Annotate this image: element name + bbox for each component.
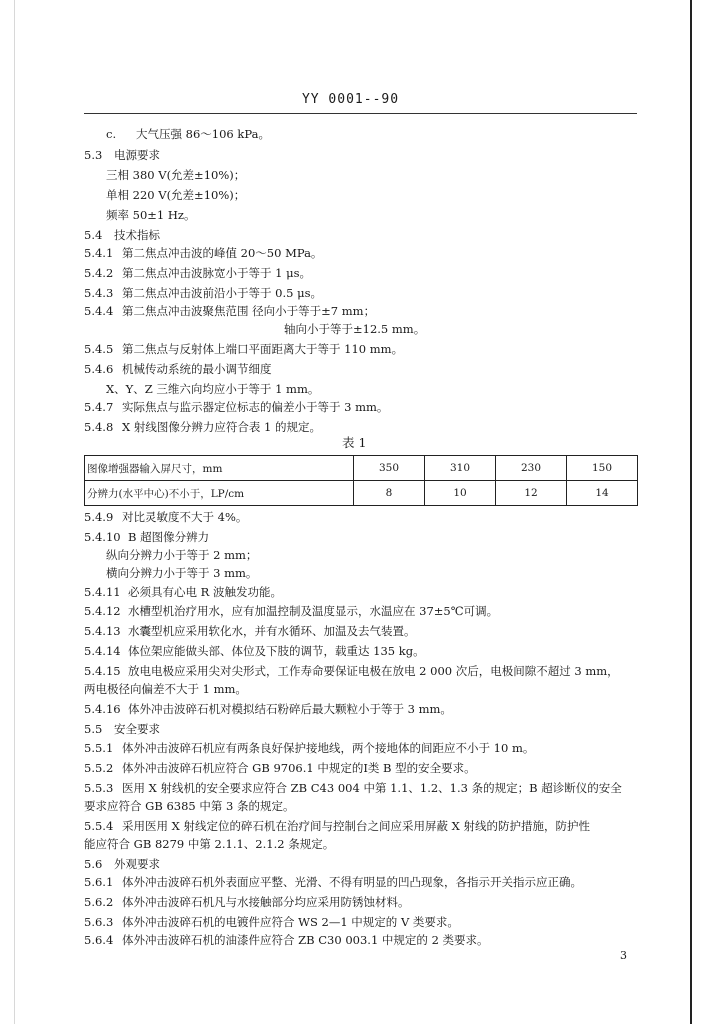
clause-text: 机械传动系统的最小调节细度	[122, 362, 272, 376]
clause-text: X、Y、Z 三维六向均应小于等于 1 mm。	[106, 382, 320, 396]
table-cell: 12	[496, 481, 567, 506]
clause-text: 能应符合 GB 8279 中第 2.1.1、2.1.2 条规定。	[84, 837, 335, 851]
text-line	[84, 741, 534, 755]
text-line	[84, 857, 160, 871]
clause-text: 技术指标	[114, 228, 160, 242]
text-line	[84, 266, 311, 280]
text-line	[106, 208, 195, 222]
clause-number: 5.4.11	[84, 585, 121, 599]
clause-number: 5.4.13	[84, 624, 121, 638]
clause-text: 纵向分辨力小于等于 2 mm；	[106, 548, 258, 562]
clause-number: 5.4.10	[84, 530, 121, 544]
text-line	[106, 548, 257, 562]
clause-text: 实际焦点与监示器定位标志的偏差小于等于 3 mm。	[122, 400, 389, 414]
clause-text: 体外冲击波碎石机应符合 GB 9706.1 中规定的Ⅰ类 B 型的安全要求。	[122, 761, 476, 775]
clause-number: 5.6.3	[84, 915, 114, 929]
header-rule	[84, 113, 637, 114]
clause-text: 水囊型机应采用软化水，并有水循环、加温及去气装置。	[128, 624, 416, 638]
clause-text: X 射线图像分辨力应符合表 1 的规定。	[122, 420, 321, 434]
text-line	[84, 895, 410, 909]
table-cell: 150	[567, 456, 638, 481]
clause-number: 5.6.4	[84, 933, 114, 947]
clause-text: 第二焦点与反射体上端口平面距离大于等于 110 mm。	[122, 342, 404, 356]
text-line	[84, 799, 295, 813]
clause-text: 体外冲击波碎石机对模拟结石粉碎后最大颗粒小于等于 3 mm。	[128, 702, 452, 716]
clause-number: 5.4.2	[84, 266, 114, 280]
page-number: 3	[620, 949, 627, 962]
text-line	[84, 604, 498, 618]
clause-number: 5.4.14	[84, 644, 121, 658]
clause-number: c.	[106, 127, 117, 141]
text-line	[106, 168, 245, 182]
clause-text: 大气压强 86～106 kPa。	[136, 127, 270, 141]
text-line	[84, 228, 160, 242]
clause-number: 5.3	[84, 148, 103, 162]
clause-text: 医用 X 射线机的安全要求应符合 ZB C43 004 中第 1.1、1.2、1.3 条的规定；B 超诊断仪的安全	[122, 781, 622, 795]
clause-number: 5.4.12	[84, 604, 121, 618]
text-line	[84, 722, 160, 736]
text-line	[84, 246, 322, 260]
text-line	[84, 933, 489, 947]
clause-text: 放电电极应采用尖对尖形式，工作寿命要保证电极在放电 2 000 次后，电极间隙不超过 3 mm，	[128, 664, 619, 678]
table-row	[85, 456, 638, 481]
clause-text: 第二焦点冲击波脉宽小于等于 1 μs。	[122, 266, 312, 280]
clause-number: 5.4.6	[84, 362, 114, 376]
clause-number: 5.4.5	[84, 342, 114, 356]
clause-text: 第二焦点冲击波的峰值 20～50 MPa。	[122, 246, 323, 260]
table-1	[84, 455, 638, 506]
text-line	[84, 362, 272, 376]
clause-number: 5.6.2	[84, 895, 114, 909]
table-cell-label: 分辨力(水平中心)不小于，LP/cm	[85, 481, 354, 506]
table-cell: 350	[354, 456, 425, 481]
clause-number: 5.4.4	[84, 304, 114, 318]
text-line	[84, 837, 334, 851]
clause-number: 5.4.8	[84, 420, 114, 434]
clause-number: 5.4.16	[84, 702, 121, 716]
text-line	[84, 342, 403, 356]
text-line	[84, 304, 375, 318]
clause-text: 对比灵敏度不大于 4%。	[122, 510, 248, 524]
clause-text: 两电极径向偏差不大于 1 mm。	[84, 682, 247, 696]
text-line	[106, 127, 270, 141]
table-cell: 230	[496, 456, 567, 481]
text-line	[84, 875, 582, 889]
text-line	[84, 664, 619, 678]
clause-text: 安全要求	[114, 722, 160, 736]
text-line	[84, 530, 209, 544]
text-line	[106, 382, 319, 396]
table-cell: 8	[354, 481, 425, 506]
text-line	[84, 644, 425, 658]
table-cell: 14	[567, 481, 638, 506]
clause-number: 5.4.7	[84, 400, 114, 414]
clause-text: 体外冲击波碎石机外表面应平整、光滑、不得有明显的凹凸现象，各指示开关指示应正确。	[122, 875, 582, 889]
clause-number: 5.4.9	[84, 510, 114, 524]
clause-text: 采用医用 X 射线定位的碎石机在治疗间与控制台之间应采用屏蔽 X 射线的防护措施，防护性	[122, 819, 590, 833]
clause-number: 5.5	[84, 722, 103, 736]
clause-text: 单相 220 V(允差±10%)；	[106, 188, 246, 202]
text-line	[84, 819, 590, 833]
clause-text: 水槽型机治疗用水，应有加温控制及温度显示，水温应在 37±5℃可调。	[128, 604, 499, 618]
clause-number: 5.6	[84, 857, 103, 871]
clause-text: 横向分辨力小于等于 3 mm。	[106, 566, 258, 580]
text-line	[84, 148, 160, 162]
clause-text: 体外冲击波碎石机凡与水接触部分均应采用防锈蚀材料。	[122, 895, 410, 909]
text-line	[84, 781, 622, 795]
text-line	[84, 702, 452, 716]
table-row	[85, 481, 638, 506]
scan-edge-left	[14, 0, 15, 1024]
text-line	[84, 682, 247, 696]
clause-text: 体外冲击波碎石机的电镀件应符合 WS 2—1 中规定的 V 类要求。	[122, 915, 459, 929]
text-line	[84, 761, 476, 775]
clause-text: 要求应符合 GB 6385 中第 3 条的规定。	[84, 799, 295, 813]
text-line	[106, 566, 257, 580]
table-cell: 10	[425, 481, 496, 506]
standard-code-header: YY 0001--90	[301, 92, 400, 107]
text-line	[284, 322, 425, 336]
table-cell-label: 图像增强器输入屏尺寸，mm	[85, 456, 354, 481]
clause-text: 轴向小于等于±12.5 mm。	[284, 322, 426, 336]
clause-number: 5.4	[84, 228, 103, 242]
clause-text: B 超图像分辨力	[128, 530, 210, 544]
text-line	[84, 915, 459, 929]
text-line	[342, 436, 366, 450]
clause-text: 必须具有心电 R 波触发功能。	[128, 585, 282, 599]
clause-text: 体外冲击波碎石机的油漆件应符合 ZB C30 003.1 中规定的 2 类要求。	[122, 933, 489, 947]
clause-text: 第二焦点冲击波聚焦范围 径向小于等于±7 mm；	[122, 304, 376, 318]
clause-number: 5.6.1	[84, 875, 114, 889]
clause-number: 5.4.1	[84, 246, 114, 260]
clause-text: 第二焦点冲击波前沿小于等于 0.5 μs。	[122, 286, 322, 300]
clause-text: 频率 50±1 Hz。	[106, 208, 196, 222]
text-line	[84, 400, 388, 414]
clause-text: 体位架应能做头部、体位及下肢的调节，载重达 135 kg。	[128, 644, 425, 658]
text-line	[84, 510, 247, 524]
text-line	[106, 188, 245, 202]
clause-number: 5.5.4	[84, 819, 114, 833]
clause-number: 5.4.3	[84, 286, 114, 300]
clause-text: 体外冲击波碎石机应有两条良好保护接地线，两个接地体的间距应不小于 10 m。	[122, 741, 535, 755]
clause-number: 5.5.3	[84, 781, 114, 795]
clause-text: 三相 380 V(允差±10%)；	[106, 168, 246, 182]
table-cell: 310	[425, 456, 496, 481]
scan-edge-right	[690, 0, 692, 1024]
clause-text: 表 1	[342, 435, 367, 450]
clause-number: 5.5.1	[84, 741, 114, 755]
text-line	[84, 585, 282, 599]
clause-number: 5.5.2	[84, 761, 114, 775]
text-line	[84, 420, 321, 434]
clause-number: 5.4.15	[84, 664, 121, 678]
clause-text: 电源要求	[114, 148, 160, 162]
text-line	[84, 286, 322, 300]
text-line	[84, 624, 416, 638]
clause-text: 外观要求	[114, 857, 160, 871]
